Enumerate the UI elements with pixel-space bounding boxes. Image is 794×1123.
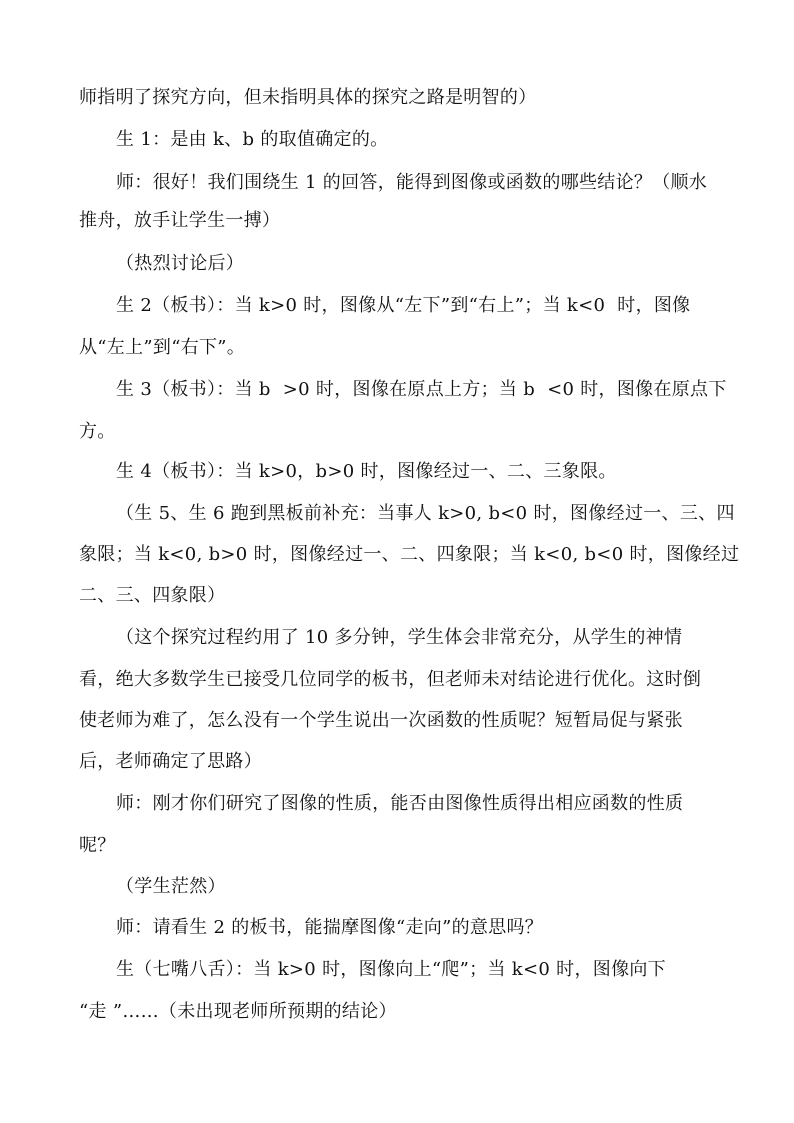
text-line: 使老师为难了，怎么没有一个学生说出一次函数的性质呢？短暂局促与紧张 [79,710,683,731]
text-line: （学生茫然） [116,876,226,897]
text-line: 师：刚才你们研究了图像的性质，能否由图像性质得出相应函数的性质 [116,793,684,814]
text-line: 生（七嘴八舌）：当 k>0 时，图像向上“爬”；当 k<0 时，图像向下 [116,959,666,980]
text-line: 生 2（板书）：当 k>0 时，图像从“左下”到“右上”；当 k<0 时，图像 [116,295,691,316]
text-line: 生 1：是由 k、b 的取值确定的。 [116,129,389,150]
text-line: 呢？ [79,835,116,856]
text-line: 生 4（板书）：当 k>0，b>0 时，图像经过一、二、三象限。 [116,461,617,482]
text-line: 方。 [79,421,116,442]
text-line: 师指明了探究方向，但未指明具体的探究之路是明智的） [79,87,537,108]
text-line: （这个探究过程约用了 10 多分钟，学生体会非常充分，从学生的神情 [116,627,683,648]
text-line: 看，绝大多数学生已接受几位同学的板书，但老师未对结论进行优化。这时倒 [79,669,702,690]
text-line: “走 ”……（未出现老师所预期的结论） [79,1001,397,1022]
text-line: 二、三、四象限） [79,585,226,606]
text-line: （生 5、生 6 跑到黑板前补充：当事人 k>0, b<0 时，图像经过一、三、四 [116,503,735,524]
text-line: 生 3（板书）：当 b >0 时，图像在原点上方；当 b <0 时，图像在原点下 [116,379,727,400]
text-line: 推舟，放手让学生一搏） [79,210,281,231]
text-line: 师：请看生 2 的板书，能揣摩图像“走向”的意思吗？ [116,917,544,938]
text-line: （热烈讨论后） [116,253,245,274]
text-line: 师：很好！我们围绕生 1 的回答，能得到图像或函数的哪些结论？（顺水 [116,172,708,193]
text-line: 象限；当 k<0, b>0 时，图像经过一、二、四象限；当 k<0, b<0 时，图像经过 [79,544,740,565]
text-line: 后，老师确定了思路） [79,751,262,772]
text-line: 从“左上”到“右下”。 [79,337,246,358]
